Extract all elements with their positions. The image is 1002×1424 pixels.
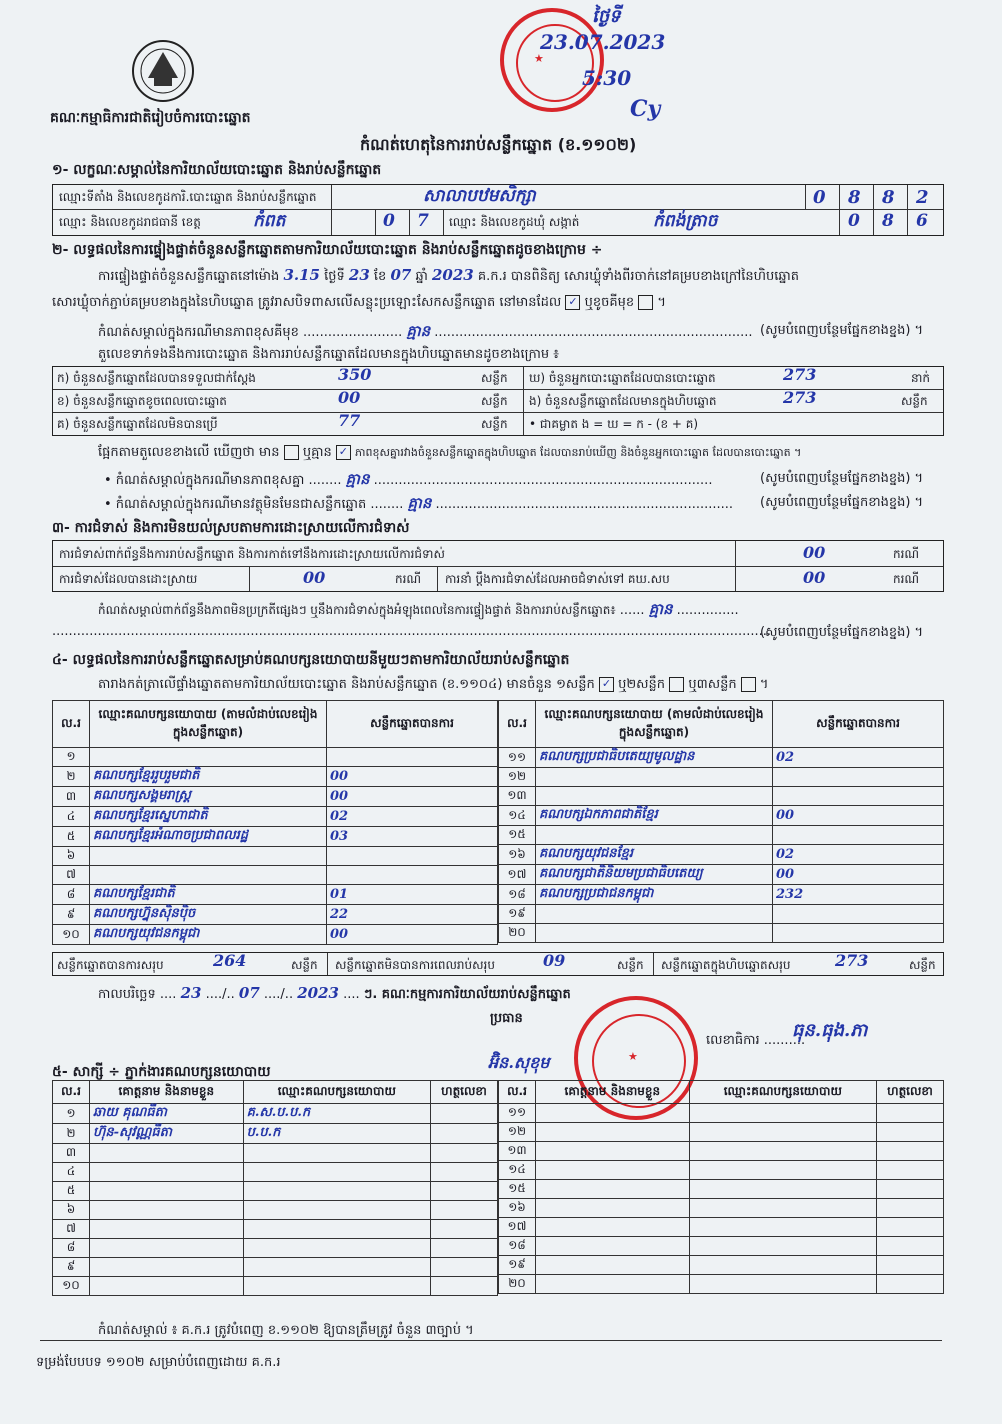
table-row: ១៣ [499,787,944,806]
time-value: 3.15 [283,266,320,284]
table-row: ១៩ [499,905,944,924]
stamp-note-1: ថ្ងៃទី [592,6,621,27]
stamp-note-4: Cy [630,96,661,122]
table-row: ៣ គណបក្សសង្គមរាស្ត្រ 00 [53,787,498,807]
official-stamp-bottom: ★ [574,996,698,1120]
table-row: ១៤ គណបក្សឯកភាពជាតិខ្មែរ 00 [499,806,944,826]
bullet2: • កំណត់សម្គាល់ក្នុងករណីមានវត្ថុមិនមែនជាសន្លឹកឆ្នោត ........ គ្មាន ........................................................................ [104,494,734,512]
table-row: ១៧ គណបក្សជាតិនិយមប្រជាធិបតេយ្យ 00 [499,865,944,885]
secretary-label: លេខាធិការ .......... [706,1033,806,1048]
year-value: 2023 [432,266,474,284]
count-c-label: គ) ចំនួនសន្លឹកឆ្នោតដែលមិនបានប្រើ [57,417,218,431]
witness-row: ១២ [499,1123,944,1142]
witness-row: ៧ [53,1220,498,1239]
witness-row: ៦ [53,1201,498,1220]
results-table-right: ល.រ ឈ្មោះគណបក្សនយោបាយ (តាមលំដាប់លេខរៀងក្នុងសន្លឹកឆ្នោត) សន្លឹកឆ្នោតបានការ ១១ គណបក្សប្រជាធិបតេយ្យមូលដ្ឋាន 02 ១២ ១៣ ១៤ គណបក្សឯកភាពជាតិខ្មែរ 00 ១៥ ១៦ គណបក្សយុវជនខ្មែរ 02 ១៧ គណបក្សជាតិនិយមប្រជាធិបតេយ្យ 00 ១៨ គណបក្សប្រជាជនកម្ពុជា 232 ១៩ ២០ [498,700,944,943]
bullet1: • កំណត់សម្គាល់ក្នុងករណីមានភាពខុសគ្នា ........ គ្មាន .................................................................................. [104,470,713,488]
org-name: គណៈកម្មាធិការជាតិរៀបចំការបោះឆ្នោត [50,110,251,126]
two-sheet-checkbox[interactable] [669,677,684,692]
row2-code-1: 0 [383,211,395,231]
intact-checkbox[interactable]: ✓ [565,295,580,310]
witness-row: ១០ [53,1277,498,1296]
row1-code-4: 2 [916,187,929,208]
table-row: ៩ គណបក្សហ្វ៊ុនស៊ិនប៉ិច 22 [53,905,498,925]
results-table-left: ល.រ ឈ្មោះគណបក្សនយោបាយ (តាមលំដាប់លេខរៀងក្នុងសន្លឹកឆ្នោត) សន្លឹកឆ្នោតបានការ ១ ២ គណបក្សខ្មែររួបរួមជាតិ 00 ៣ គណបក្សសង្គមរាស្ត្រ 00 ៤ គណបក្សខ្មែរស្នេហាជាតិ 02 ៥ គណបក្សខ្មែរអំណាចប្រជាពលរដ្ឋ 03 ៦ ៧ ៨ គណបក្សខ្មែរជាតិ 01 ៩ គណបក្សហ្វ៊ុនស៊ិនប៉ិច 22 ១០ គណបក្សយុវជនកម្ពុជា 00 [52,700,498,945]
witness-row: ៥ [53,1182,498,1201]
row2b-code-1: 0 [848,211,860,231]
witness-row: ២០ [499,1275,944,1294]
table-row: ៨ គណបក្សខ្មែរជាតិ 01 [53,885,498,905]
official-stamp-top: ★ [500,8,604,112]
section4-title: ៤- លទ្ធផលនៃការរាប់សន្លឹកឆ្នោតសម្រាប់គណបក្សនយោបាយនីមួយៗតាមការិយាល័យរាប់សន្លឹកឆ្នោត [52,652,570,668]
stamp-note-2: 23.07.2023 [540,30,666,54]
section2-note: កំណត់សម្គាល់ក្នុងករណីមានភាពខុសគីមុខ ........................ គ្មាន ............................................................................. [98,322,753,340]
section1-table [52,184,944,236]
count-a-value: 350 [338,365,372,384]
row2-code-2: 7 [417,211,429,231]
bullet1-suffix: (សូមបំពេញបន្ថែមផ្នែកខាងខ្នង) ។ [760,471,924,486]
table-row: ៧ [53,866,498,885]
obj-row2b-value: 00 [803,568,826,587]
section3-note-suffix: (សូមបំពេញបន្ថែមផ្នែកខាងខ្នង) ។ [760,625,924,640]
row1-code-3: 8 [882,187,895,208]
damaged-checkbox[interactable] [638,295,653,310]
table-row: ២០ [499,924,944,943]
total-box-value: 273 [835,951,869,970]
row1-value: សាលាបឋមសិក្សា [423,186,536,206]
totals-row: សន្លឹកឆ្នោតបានការសរុប 264 សន្លឹក សន្លឹកឆ្នោតមិនបានការពេលរាប់សរុប 09 សន្លឹក សន្លឹកឆ្នោតក្នុងហិបឆ្នោតសរុប 273 សន្លឹក [52,952,944,976]
table-row: ១៨ គណបក្សប្រជាជនកម្ពុជា 232 [499,885,944,905]
witness-table-right: ល.រ គោត្តនាម និងនាមខ្លួន ឈ្មោះគណបក្សនយោបាយ ហត្ថលេខា ១១ ១២ ១៣ ១៤ ១៥ ១៦ ១៧ ១៨ ១៩ ២០ [498,1080,944,1294]
section3-note-dots: .............................................................................................................................................................................. [52,624,772,639]
witness-row: ១៤ [499,1161,944,1180]
section2-title: ២- លទ្ធផលនៃការផ្ទៀងផ្ទាត់ចំនួនសន្លឹកឆ្នោតតាមការិយាល័យបោះឆ្នោត និងរាប់សន្លឹកឆ្នោតដូចខាងក្រោម ÷ [52,242,603,258]
count-b-value: 00 [338,388,361,407]
witness-row: ១៧ [499,1218,944,1237]
witness-row: ៤ [53,1163,498,1182]
row1-code-1: 0 [813,187,826,208]
total-invalid-value: 09 [543,951,566,970]
witness-row: ២ ហ៊ុន-សុវណ្ណធីតា ប.ប.ក [53,1124,498,1144]
row2b-code-3: 6 [916,211,928,231]
count-e-value: 273 [783,388,817,407]
count-a-label: ក) ចំនួនសន្លឹកឆ្នោតដែលបានទទួលជាក់ស្តែង [57,371,256,385]
row2-value: កំពត [253,211,286,231]
compare-line: ផ្អែកតាមតួលេខខាងលើ ឃើញថា មាន ឬគ្មាន ✓ ភាពខុសគ្នារវាងចំនួនសន្លឹកឆ្នោតក្នុងហិបឆ្នោត ដែលបានរាប់ឃើញ និងចំនួនអ្នកបោះឆ្នោត ដែលបានបោះឆ្នោត ។ [98,445,802,460]
table-row: ៦ [53,847,498,866]
chair-signature: អ៊ិន.សុខុម [488,1053,550,1072]
count-c-value: 77 [338,411,361,430]
witness-row: ១៨ [499,1237,944,1256]
one-sheet-checkbox[interactable]: ✓ [599,677,614,692]
day-value: 23 [348,266,370,284]
table-row: ១ [53,748,498,767]
table-row: ២ គណបក្សខ្មែររួបរួមជាតិ 00 [53,767,498,787]
emblem-logo [128,38,198,104]
table-row: ១១ គណបក្សប្រជាធិបតេយ្យមូលដ្ឋាន 02 [499,748,944,768]
has-diff-checkbox[interactable] [284,445,299,460]
table-row: ៥ គណបក្សខ្មែរអំណាចប្រជាពលរដ្ឋ 03 [53,827,498,847]
section3-title: ៣- ការជំទាស់ និងការមិនយល់ស្របតាមការដោះស្រាយលើការជំទាស់ [52,520,410,536]
section2-para3: តួលេខទាក់ទងនឹងការបោះឆ្នោត និងការរាប់សន្លឹកឆ្នោតដែលមានក្នុងហិបឆ្នោតមានដូចខាងក្រោម ៖ [98,347,559,362]
count-e-label: ង) ចំនួនសន្លឹកឆ្នោតដែលមានក្នុងហិបឆ្នោត [529,394,717,408]
section4-intro: តារាងកត់ត្រាលើផ្ទាំងឆ្នោតតាមការិយាល័យបោះឆ្នោត និងរាប់សន្លឹកឆ្នោត (ខ.១១០៤) មានចំនួន ១សន្លឹក ✓ ឬ២សន្លឹក ឬ៣សន្លឹក ។ [98,677,769,692]
form-title: កំណត់ហេតុនៃការរាប់សន្លឹកឆ្នោត (ខ.១១០២) [360,135,637,154]
table-row: ១៥ [499,826,944,845]
footnote: កំណត់សម្គាល់ ៖ គ.ក.រ ត្រូវបំពេញ ខ.១១០២ ឱ្យបានត្រឹមត្រូវ ចំនួន ៣ច្បាប់ ។ [98,1323,474,1338]
count-d-label: ឃ) ចំនួនអ្នកបោះឆ្នោតដែលបានបោះឆ្នោត [529,371,716,385]
month-value: 07 [390,266,412,284]
bullet2-suffix: (សូមបំពេញបន្ថែមផ្នែកខាងខ្នង) ។ [760,495,924,510]
row2b-value: កំពង់ត្រាច [653,211,718,231]
section5-title: ៥- សាក្សី ÷ ភ្នាក់ងារគណបក្សនយោបាយ [52,1064,271,1080]
witness-row: ១៦ [499,1199,944,1218]
table-row: ១០ គណបក្សយុវជនកម្ពុជា 00 [53,925,498,945]
count-b-label: ខ) ចំនួនសន្លឹកឆ្នោតខូចពេលបោះឆ្នោត [57,394,227,408]
no-diff-checkbox[interactable]: ✓ [336,445,351,460]
footer-text: ទម្រង់បែបបទ ១១០២ សម្រាប់បំពេញដោយ គ.ក.រ [36,1355,281,1370]
table-row: ១២ [499,768,944,787]
witness-row: ៣ [53,1144,498,1163]
stamp-note-3: 5:30 [582,66,632,90]
section3-note: កំណត់សម្គាល់ពាក់ព័ន្ធនឹងភាពមិនប្រក្រតីផ្សេងៗ ឬនឹងការជំទាស់ក្នុងអំឡុងពេលនៃការផ្ទៀងផ្ទាត់ និងការរាប់សន្លឹកឆ្នោត៖ ...... គ្មាន ............... [98,600,739,618]
section2-note-suffix: (សូមបំពេញបន្ថែមផ្នែកខាងខ្នង) ។ [760,323,924,338]
secretary-signature: ធុន.ធុង.ភា [792,1020,868,1041]
three-sheet-checkbox[interactable] [741,677,756,692]
row2-label: ឈ្មោះ និងលេខកូដរាជធានី ខេត្ត [59,215,201,229]
section2-para2: សោរឃ្លុំចាក់ភ្ជាប់គម្របខាងក្នុងនៃហិបឆ្នោត ត្រូវរាសបិទពាសលើសន្លុះប្រឡោះសែកសន្លឹកឆ្នោត នៅមានដែល ✓ ឬខូចគីមុខ ។ [52,295,666,310]
witness-row: ១៩ [499,1256,944,1275]
obj-row2-value: 00 [303,568,326,587]
row2b-label: ឈ្មោះ និងលេខកូដឃុំ សង្កាត់ [449,215,580,229]
witness-row: ១ ឆាយ គុណធីតា គ.ស.ប.ប.ក [53,1104,498,1124]
witness-row: ១៥ [499,1180,944,1199]
objections-table: ការជំទាស់ពាក់ព័ន្ធនឹងការរាប់សន្លឹកឆ្នោត និងការកាត់ទៅនឹងការដោះស្រាយលើការជំទាស់ 00 ករណី ការជំទាស់ដែលបានដោះស្រាយ 00 ករណី ការនាំ ប្តឹងការជំទាស់ដែលអាចជំទាស់ទៅ គឃ.សប 00 ករណី [52,540,944,592]
row1-code-2: 8 [848,187,861,208]
date-line: កាលបរិច្ឆេទ .... 23 ..../.. 07 ..../.. 2023 .... ៗ. គណៈកម្មការការិយាល័យរាប់សន្លឹកឆ្នោត [98,984,571,1002]
witness-row: ១៣ [499,1142,944,1161]
counts-table: ក) ចំនួនសន្លឹកឆ្នោតដែលបានទទួលជាក់ស្តែង 350 សន្លឹក ខ) ចំនួនសន្លឹកឆ្នោតខូចពេលបោះឆ្នោត 00 សន្លឹក គ) ចំនួនសន្លឹកឆ្នោតដែលមិនបានប្រើ 77 សន្លឹក ឃ) ចំនួនអ្នកបោះឆ្នោតដែលបានបោះឆ្នោត 273 នាក់ ង) ចំនួនសន្លឹកឆ្នោតដែលមានក្នុងហិបឆ្នោត 273 សន្លឹក • ជាគម្លាត ង = ឃ = ក - (ខ + គ) [52,366,944,436]
section1-title: ១- លក្ខណៈសម្គាល់នៃការិយាល័យបោះឆ្នោត និងរាប់សន្លឹកឆ្នោត [52,162,382,178]
footer-divider [40,1340,942,1341]
row2b-code-2: 8 [882,211,894,231]
chair-label: ប្រធាន [490,1011,523,1026]
witness-row: ១១ [499,1104,944,1123]
obj-row1-value: 00 [803,543,826,562]
table-row: ៤ គណបក្សខ្មែរស្នេហាជាតិ 02 [53,807,498,827]
witness-table-left: ល.រ គោត្តនាម និងនាមខ្លួន ឈ្មោះគណបក្សនយោបាយ ហត្ថលេខា ១ ឆាយ គុណធីតា គ.ស.ប.ប.ក ២ ហ៊ុន-សុវណ្ណធីតា ប.ប.ក ៣ ៤ ៥ ៦ ៧ ៨ ៩ ១០ [52,1080,498,1296]
obj-row1-label: ការជំទាស់ពាក់ព័ន្ធនឹងការរាប់សន្លឹកឆ្នោត និងការកាត់ទៅនឹងការដោះស្រាយលើការជំទាស់ [59,547,445,561]
witness-row: ៨ [53,1239,498,1258]
witness-row: ៩ [53,1258,498,1277]
section2-para1: ការផ្ទៀងផ្ទាត់ចំនួនសន្លឹកឆ្នោតនៅម៉ោង 3.15 ថ្ងៃទី 23 ខែ 07 ឆ្នាំ 2023 គ.ក.រ បានពិនិត្យ សោរឃ្លុំទាំងពីរចាក់នៅគម្របខាងក្រៅនៃហិបឆ្នោត [98,266,799,284]
count-formula: • ជាគម្លាត ង = ឃ = ក - (ខ + គ) [529,417,699,431]
table-row: ១៦ គណបក្សយុវជនខ្មែរ 02 [499,845,944,865]
obj-row2b-label: ការនាំ ប្តឹងការជំទាស់ដែលអាចជំទាស់ទៅ គឃ.សប [445,572,670,586]
obj-row2-label: ការជំទាស់ដែលបានដោះស្រាយ [59,572,198,586]
count-d-value: 273 [783,365,817,384]
total-valid-value: 264 [213,951,247,970]
row1-label: ឈ្មោះទីតាំង និងលេខកូដការិ.បោះឆ្នោត និងរាប់សន្លឹកឆ្នោត [59,190,317,204]
